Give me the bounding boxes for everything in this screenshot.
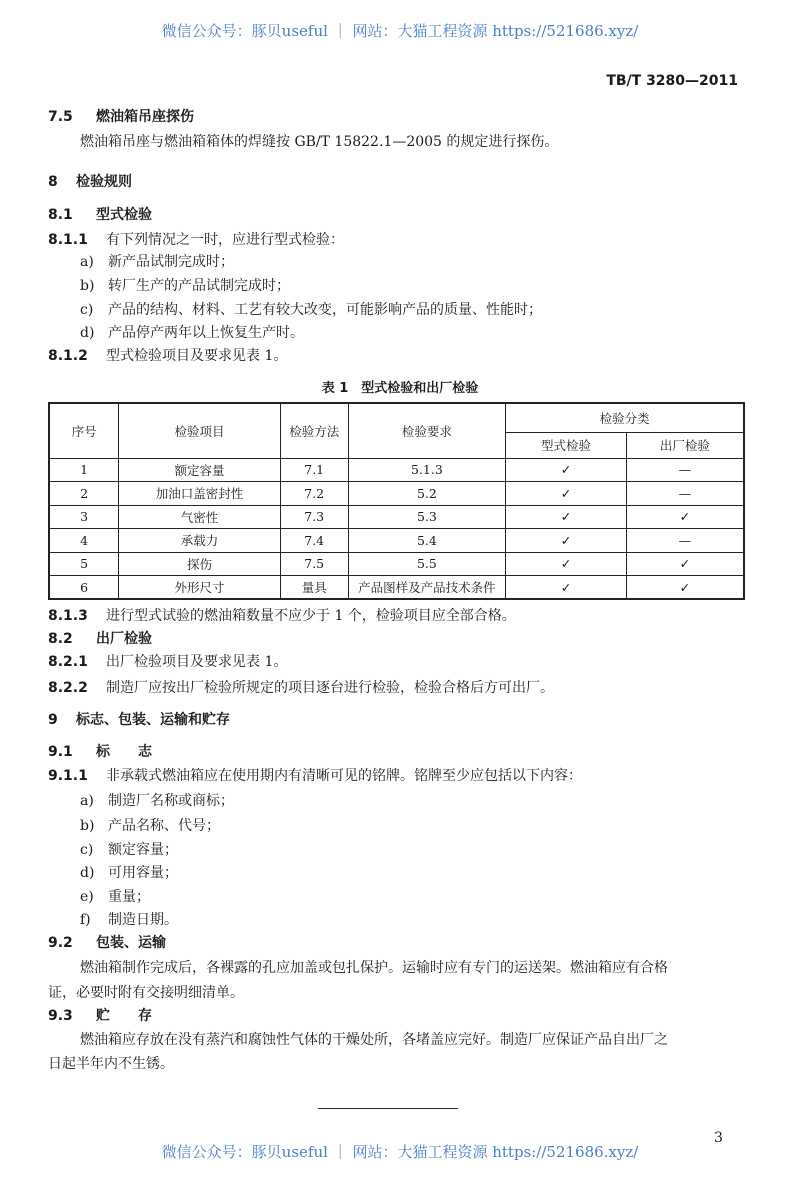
section-9-3-heading: 9.3 贮 存 (48, 1008, 152, 1024)
section-8-2-heading: 8.2 出厂检验 (48, 631, 152, 647)
table-row (49, 576, 744, 600)
section-9-1-heading: 9.1 标 志 (48, 744, 152, 760)
table-row (49, 505, 744, 529)
table-cell: 5.3 (348, 505, 506, 529)
table-cell: ✓ (506, 458, 627, 482)
section-9-2-text: 燃油箱制作完成后，各裸露的孔应加盖或包扎保护。运输时应有专门的运送架。燃油箱应有合格 (80, 960, 668, 976)
list-item: b) 产品名称、代号； (80, 818, 220, 834)
table-cell: ✓ (506, 505, 627, 529)
table-cell: 1 (49, 458, 119, 482)
table-cell: ✓ (506, 552, 627, 576)
section-9-3-text-cont: 日起半年内不生锈。 (48, 1056, 174, 1072)
table-cell: 气密性 (119, 505, 280, 529)
table-cell: 额定容量 (119, 458, 280, 482)
table-cell: 5.4 (348, 529, 506, 553)
table-cell: ✓ (506, 482, 627, 506)
section-8-1-1: 8.1.1 有下列情况之一时，应进行型式检验： (48, 232, 344, 248)
section-9-2-heading: 9.2 包装、运输 (48, 935, 166, 951)
table-cell: — (626, 458, 744, 482)
list-item: c) 额定容量； (80, 842, 178, 858)
table-cell: 量具 (280, 576, 348, 600)
table-cell: 2 (49, 482, 119, 506)
table-row (49, 552, 744, 576)
end-rule (318, 1108, 458, 1109)
table-cell: ✓ (506, 529, 627, 553)
table-cell: 5.1.3 (348, 458, 506, 482)
table-cell: 5.2 (348, 482, 506, 506)
table-cell: — (626, 482, 744, 506)
section-8-1-heading: 8.1 型式检验 (48, 207, 152, 223)
section-8-1-2: 8.1.2 型式检验项目及要求见表 1。 (48, 348, 288, 364)
table-cell: 4 (49, 529, 119, 553)
table-cell: 7.2 (280, 482, 348, 506)
table-cell: 5 (49, 552, 119, 576)
table-cell: ✓ (506, 576, 627, 600)
table-cell: 产品图样及产品技术条件 (348, 576, 506, 600)
table-cell: ✓ (626, 505, 744, 529)
watermark-bottom: 微信公众号：豚贝useful ｜ 网站：大猫工程资源 https://521686.xyz/ (161, 1143, 639, 1161)
table-cell: 探伤 (119, 552, 280, 576)
section-8-heading: 8 检验规则 (48, 174, 132, 190)
header-type-test: 型式检验 (506, 432, 627, 458)
table-cell: ✓ (626, 576, 744, 600)
list-item: a) 新产品试制完成时； (80, 254, 234, 270)
table-cell: 3 (49, 505, 119, 529)
list-item: c) 产品的结构、材料、工艺有较大改变，可能影响产品的质量、性能时； (80, 302, 542, 318)
list-item: a) 制造厂名称或商标； (80, 793, 234, 809)
table-title: 表 1 型式检验和出厂检验 (321, 381, 479, 396)
table-cell: 5.5 (348, 552, 506, 576)
watermark-top: 微信公众号：豚贝useful ｜ 网站：大猫工程资源 https://521686.xyz/ (161, 22, 639, 40)
header-method: 检验方法 (280, 403, 348, 458)
section-7-5-text: 燃油箱吊座与燃油箱箱体的焊缝按 GB/T 15822.1—2005 的规定进行探伤。 (80, 134, 559, 150)
table-cell: 7.1 (280, 458, 348, 482)
inspection-table (48, 402, 745, 600)
list-item: b) 转厂生产的产品试制完成时； (80, 278, 290, 294)
table-cell: 加油口盖密封性 (119, 482, 280, 506)
section-8-2-2: 8.2.2 制造厂应按出厂检验所规定的项目逐台进行检验，检验合格后方可出厂。 (48, 680, 554, 696)
table-row (49, 482, 744, 506)
table-cell: 7.4 (280, 529, 348, 553)
list-item: d) 产品停产两年以上恢复生产时。 (80, 325, 304, 341)
section-9-2-text-cont: 证，必要时附有交接明细清单。 (48, 985, 244, 1001)
standard-code: TB/T 3280—2011 (606, 73, 738, 89)
list-item: f) 制造日期。 (80, 912, 178, 928)
table-cell: 6 (49, 576, 119, 600)
header-factory-test: 出厂检验 (626, 432, 744, 458)
table-row (49, 458, 744, 482)
section-8-1-3: 8.1.3 进行型式试验的燃油箱数量不应少于 1 个，检验项目应全部合格。 (48, 608, 516, 624)
section-8-2-1: 8.2.1 出厂检验项目及要求见表 1。 (48, 654, 288, 670)
table-cell: 承载力 (119, 529, 280, 553)
header-category: 检验分类 (506, 403, 744, 432)
header-no: 序号 (49, 403, 119, 458)
table-cell: 7.5 (280, 552, 348, 576)
list-item: d) 可用容量； (80, 865, 178, 881)
section-9-heading: 9 标志、包装、运输和贮存 (48, 712, 230, 728)
table-cell: 外形尺寸 (119, 576, 280, 600)
table-cell: — (626, 529, 744, 553)
section-9-3-text: 燃油箱应存放在没有蒸汽和腐蚀性气体的干燥处所，各堵盖应完好。制造厂应保证产品自出厂之 (80, 1032, 668, 1048)
table-row (49, 529, 744, 553)
table-cell: 7.3 (280, 505, 348, 529)
table-cell: ✓ (626, 552, 744, 576)
list-item: e) 重量； (80, 889, 150, 905)
page-number: 3 (714, 1130, 723, 1146)
header-requirement: 检验要求 (348, 403, 506, 458)
header-item: 检验项目 (119, 403, 280, 458)
section-9-1-1: 9.1.1 非承载式燃油箱应在使用期内有清晰可见的铭牌。铭牌至少应包括以下内容： (48, 768, 582, 784)
section-7-5-heading: 7.5 燃油箱吊座探伤 (48, 109, 194, 125)
